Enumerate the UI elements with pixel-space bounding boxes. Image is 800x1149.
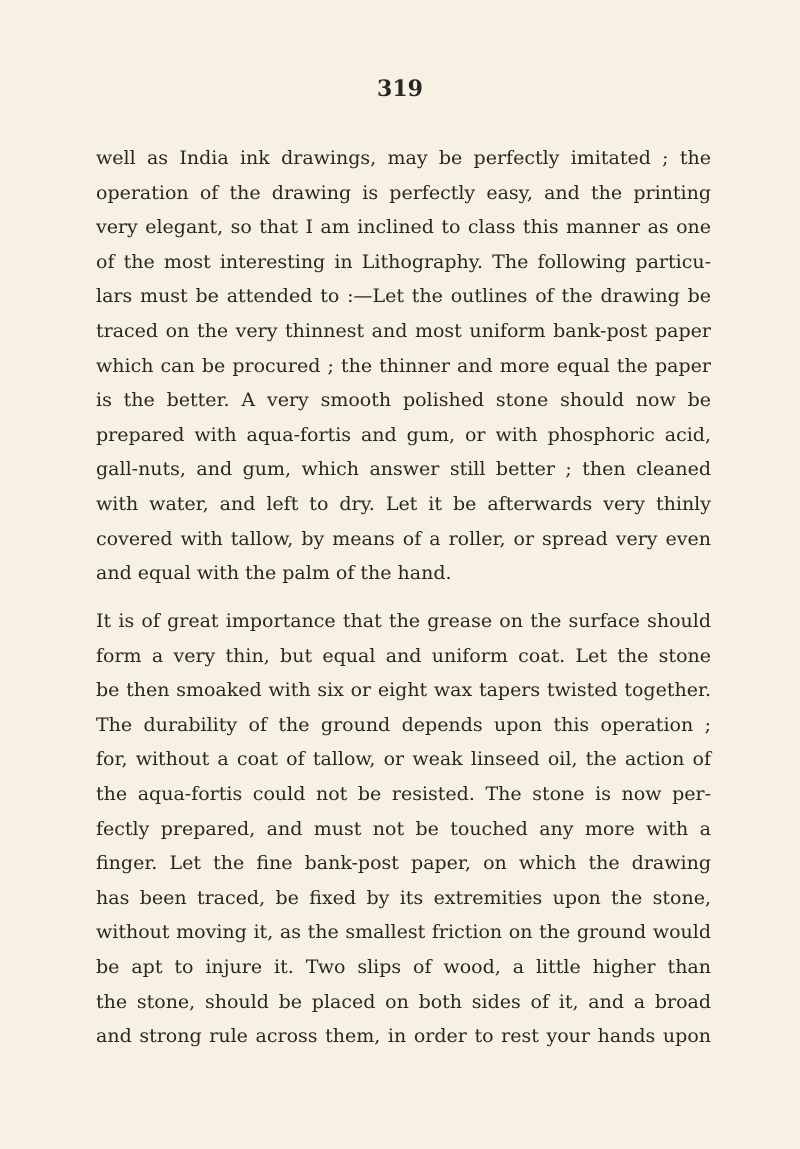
text-line: the stone, should be placed on both sides of it, and a broad <box>96 990 711 1013</box>
text-line: for, without a coat of tallow, or weak linseed oil, the action of <box>96 748 711 771</box>
text-line: the aqua-fortis could not be resisted. The stone is now per- <box>96 782 711 805</box>
text-line: The durability of the ground depends upon this operation ; <box>96 713 711 736</box>
text-line: of the most interesting in Lithography. The following particu- <box>96 250 711 273</box>
text-line: covered with tallow, by means of a roller, or spread very even <box>96 527 711 550</box>
text-line: and equal with the palm of the hand. <box>96 562 452 585</box>
text-line: is the better. A very smooth polished stone should now be <box>96 389 711 412</box>
text-line: well as India ink drawings, may be perfectly imitated ; the <box>96 147 711 169</box>
text-line: has been traced, be fixed by its extremities upon the stone, <box>96 886 711 909</box>
text-line: fectly prepared, and must not be touched any more with a <box>96 817 711 840</box>
text-line: with water, and left to dry. Let it be afterwards very thinly <box>96 492 711 515</box>
text-line: traced on the very thinnest and most uniform bank-post paper <box>96 319 711 342</box>
paragraph-2 <box>96 604 711 1054</box>
text-line: It is of great importance that the grease on the surface should <box>96 610 711 632</box>
text-line: be then smoaked with six or eight wax tapers twisted together. <box>96 679 711 702</box>
text-line: gall-nuts, and gum, which answer still better ; then cleaned <box>96 458 711 481</box>
text-line: very elegant, so that I am inclined to class this manner as one <box>96 216 711 239</box>
text-line: lars must be attended to :—Let the outlines of the drawing be <box>96 285 711 308</box>
text-line: prepared with aqua-fortis and gum, or with phosphoric acid, <box>96 423 711 446</box>
text-line: finger. Let the fine bank-post paper, on which the drawing <box>96 852 711 875</box>
text-line: be apt to injure it. Two slips of wood, a little higher than <box>96 955 711 978</box>
paragraph-1 <box>96 141 711 591</box>
text-line: which can be procured ; the thinner and more equal the paper <box>96 354 711 377</box>
text-line: and strong rule across them, in order to rest your hands upon <box>96 1025 711 1048</box>
text-line: form a very thin, but equal and uniform coat. Let the stone <box>96 644 711 667</box>
page-number: 319 <box>377 76 423 102</box>
text-line: operation of the drawing is perfectly easy, and the printing <box>96 181 711 204</box>
text-line: without moving it, as the smallest friction on the ground would <box>96 921 711 944</box>
